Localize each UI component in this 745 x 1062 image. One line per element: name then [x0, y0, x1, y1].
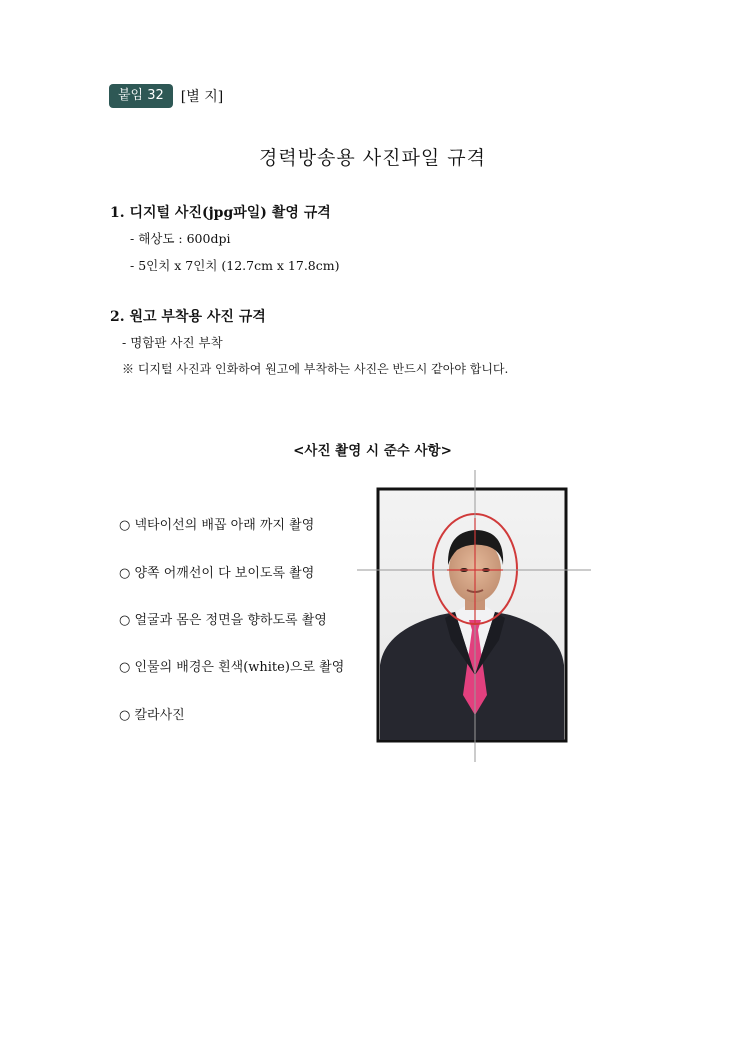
section1-item-size: - 5인치 x 7인치 (12.7cm x 17.8cm)	[130, 258, 340, 273]
section1-heading: 1. 디지털 사진(jpg파일) 촬영 규격	[110, 205, 331, 221]
page-title: 경력방송용 사진파일 규격	[259, 147, 486, 169]
guide-bullet: ○ 인물의 배경은 흰색(white)으로 촬영	[119, 660, 345, 675]
guide-title: <사진 촬영 시 준수 사항>	[293, 443, 452, 459]
section2-note: ※ 디지털 사진과 인화하여 원고에 부착하는 사진은 반드시 같아야 합니다.	[122, 362, 509, 376]
guide-bullet: ○ 넥타이선의 배꼽 아래 까지 촬영	[119, 518, 315, 533]
attachment-badge: 붙임 32	[109, 84, 173, 108]
attachment-label: [별 지]	[180, 89, 224, 105]
attachment-header	[109, 83, 223, 109]
guide-bullet: ○ 얼굴과 몸은 정면을 향하도록 촬영	[119, 613, 327, 628]
section2-heading: 2. 원고 부착용 사진 규격	[110, 309, 266, 325]
section1-item-resolution: - 해상도 : 600dpi	[130, 231, 231, 246]
guide-bullet: ○ 양쪽 어깨선이 다 보이도록 촬영	[119, 566, 315, 581]
guide-bullet: ○ 칼라사진	[119, 708, 185, 723]
section2-item-photo: - 명함판 사진 부착	[122, 335, 223, 350]
sample-portrait-photo	[355, 470, 595, 765]
